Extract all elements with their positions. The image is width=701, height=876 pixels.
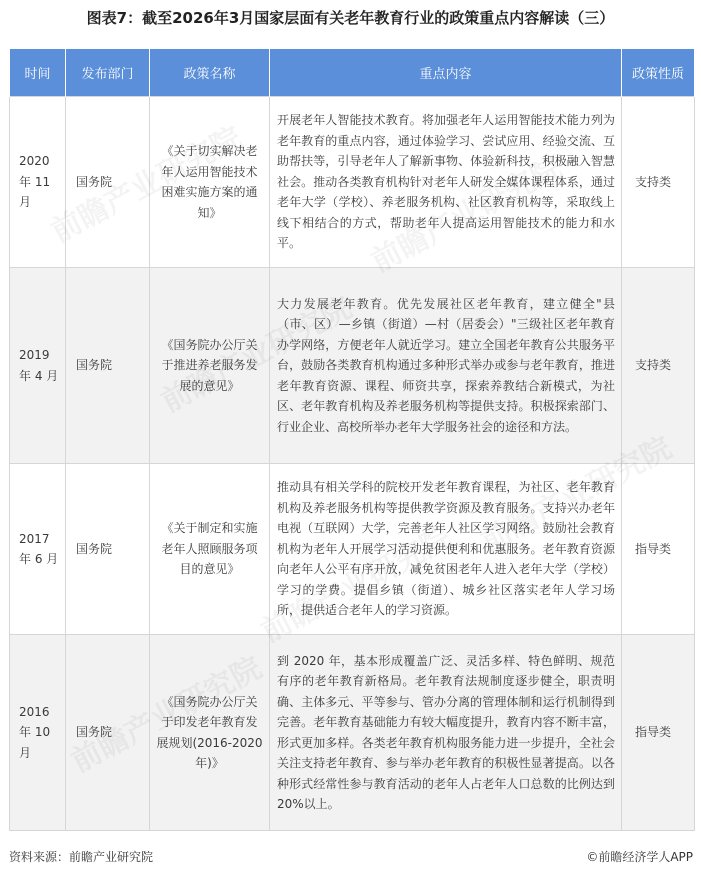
row-type: 指导类: [622, 464, 695, 635]
row-time: 2017 年 6 月: [10, 464, 66, 635]
row-policy-name: 《国务院办公厅关于印发老年教育发展规划(2016-2020 年)》: [150, 635, 270, 831]
row-policy-name: 《关于切实解决老年人运用智能技术困难实施方案的通知》: [150, 97, 270, 268]
page-title: 图表7：截至2026年3月国家层面有关老年教育行业的政策重点内容解读（三）: [86, 9, 615, 27]
copyright-icon: ©: [586, 850, 599, 864]
header-type: 政策性质: [622, 49, 695, 97]
header-dept: 发布部门: [66, 49, 150, 97]
table-row: [10, 97, 695, 268]
table-row: [10, 635, 695, 831]
row-policy-name: 《国务院办公厅关于推进养老服务发展的意见》: [150, 268, 270, 464]
brand-credit: [586, 848, 693, 865]
row-dept: 国务院: [66, 268, 150, 464]
table-row: [10, 464, 695, 635]
row-content: 开展老年人智能技术教育。将加强老年人运用智能技术能力列为老年教育的重点内容，通过体验学习、尝试应用、经验交流、互助帮扶等，引导老年人了解新事物、体验新科技，积极融入智慧社会。推动各类教育机构针对老年人研发全媒体课程体系，通过老年大学（学校）、养老服务机构、社区教育机构等，采取线上线下相结合的方式，帮助老年人提高运用智能技术的能力和水平。: [270, 97, 622, 268]
row-time: 2020 年 11 月: [10, 97, 66, 268]
brand-name: 前瞻经济学人APP: [598, 850, 693, 864]
table-row: [10, 268, 695, 464]
row-content: 大力发展老年教育。优先发展社区老年教育，建立健全"县（市、区）—乡镇（街道）—村（居委会）"三级社区老年教育办学网络，方便老年人就近学习。建立全国老年教育公共服务平台，鼓励各类教育机构通过多种形式举办或参与老年教育，推进老年教育资源、课程、师资共享，探索养教结合新模式，为社区、老年教育机构及养老服务机构等提供支持。积极探索部门、行业企业、高校所举办老年大学服务社会的途径和方法。: [270, 268, 622, 464]
row-time: 2016 年 10 月: [10, 635, 66, 831]
header-content: 重点内容: [270, 49, 622, 97]
policy-table: [9, 49, 695, 831]
source-note: 资料来源：前瞻产业研究院: [9, 850, 154, 864]
header-time: 时间: [10, 49, 66, 97]
row-dept: 国务院: [66, 464, 150, 635]
row-dept: 国务院: [66, 635, 150, 831]
row-time: 2019 年 4 月: [10, 268, 66, 464]
row-type: 指导类: [622, 635, 695, 831]
table-header-row: [10, 49, 695, 97]
row-type: 支持类: [622, 97, 695, 268]
row-dept: 国务院: [66, 97, 150, 268]
row-type: 支持类: [622, 268, 695, 464]
row-content: 推动具有相关学科的院校开发老年教育课程，为社区、老年教育机构及养老服务机构等提供教学资源及教育服务。支持兴办老年电视（互联网）大学，完善老年人社区学习网络。鼓励社会教育机构为老年人开展学习活动提供便利和优惠服务。老年教育资源向老年人公平有序开放，减免贫困老年人进入老年大学（学校）学习的学费。提倡乡镇（街道）、城乡社区落实老年人学习场所，提供适合老年人的学习资源。: [270, 464, 622, 635]
row-policy-name: 《关于制定和实施老年人照顾服务项目的意见》: [150, 464, 270, 635]
header-name: 政策名称: [150, 49, 270, 97]
row-content: 到 2020 年，基本形成覆盖广泛、灵活多样、特色鲜明、规范有序的老年教育新格局。老年教育法规制度逐步健全，职责明确、主体多元、平等参与、管办分离的管理体制和运行机制得到完善。老年教育基础能力有较大幅度提升，教育内容不断丰富，形式更加多样。各类老年教育机构服务能力进一步提升，全社会关注支持老年教育、参与举办老年教育的积极性显著提高。以各种形式经常性参与教育活动的老年人占老年人口总数的比例达到 20%以上。: [270, 635, 622, 831]
